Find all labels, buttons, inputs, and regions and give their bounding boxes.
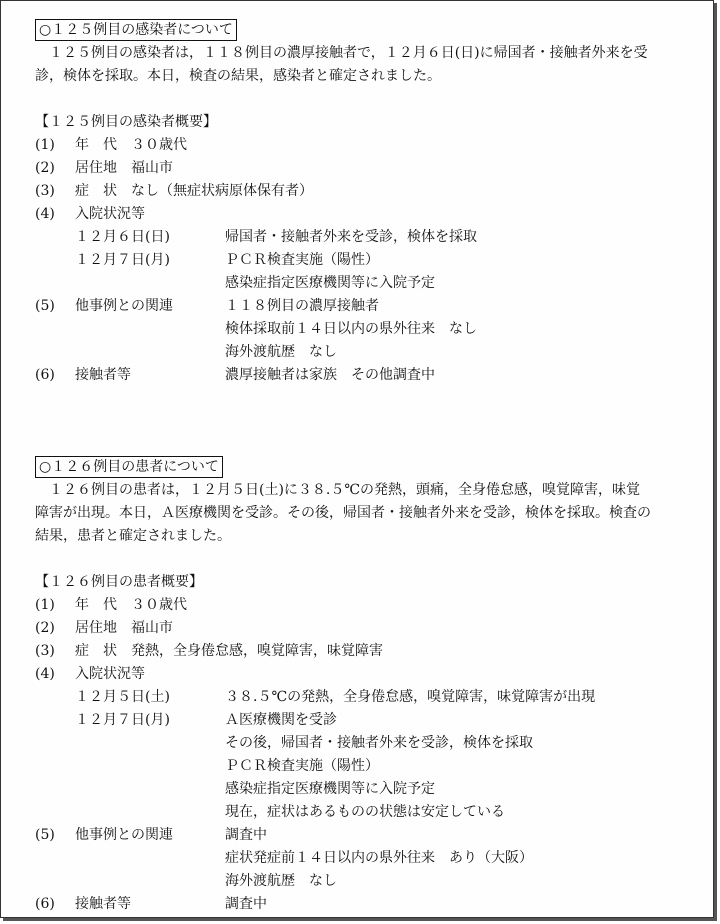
age-value: ３０歳代: [131, 137, 187, 153]
relation-detail: 海外渡航歴 なし: [225, 873, 337, 889]
contacts-value: 濃厚接触者は家族 その他調査中: [225, 367, 435, 383]
hospital-label: 入院状況等: [75, 206, 145, 222]
case-126-residence-row: (2) 居住地 福山市: [35, 617, 697, 640]
document-body: [35, 19, 697, 916]
case-126-symptoms-row: (3) 症 状 発熱，全身倦怠感，嗅覚障害，味覚障害: [35, 640, 697, 663]
case-126-heading: ○１２６例目の患者について: [35, 456, 223, 478]
case-125-hospital-row: (4) 入院状況等: [35, 203, 697, 226]
contacts-value: 調査中: [225, 896, 267, 912]
relation-detail: 症状発症前１４日以内の県外往来 あり（大阪）: [225, 850, 533, 866]
residence-label: 居住地: [75, 620, 117, 636]
residence-value: 福山市: [131, 620, 173, 636]
hospital-timeline-row: 現在，症状はあるものの状態は安定している: [225, 804, 505, 820]
symptoms-value: 発熱，全身倦怠感，嗅覚障害，味覚障害: [131, 643, 383, 659]
hospital-timeline-row: その後，帰国者・接触者外来を受診，検体を採取: [225, 735, 533, 751]
case-125-relation-row: (5) 他事例との関連 １１８例目の濃厚接触者: [35, 295, 697, 318]
hospital-timeline-row: ＰＣＲ検査実施（陽性）: [225, 758, 379, 774]
case-126-hospital-row: (4) 入院状況等: [35, 663, 697, 686]
case-125-summary-title: 【１２５例目の感染者概要】: [35, 114, 217, 130]
case-126-age-row: (1) 年 代 ３０歳代: [35, 594, 697, 617]
case-126-section: [35, 456, 697, 916]
hospital-timeline-row: 感染症指定医療機関等に入院予定: [225, 275, 435, 291]
case-126-intro-line1: １２６例目の患者は，１２月５日(土)に３８.５℃の発熱，頭痛，全身倦怠感，嗅覚障害，味覚: [49, 482, 641, 498]
relation-detail: 海外渡航歴 なし: [225, 344, 337, 360]
relation-label: 他事例との関連: [75, 827, 173, 843]
case-125-age-row: (1) 年 代 ３０歳代: [35, 134, 697, 157]
contacts-label: 接触者等: [75, 367, 131, 383]
hospital-timeline-row: １２月７日(月) ＰＣＲ検査実施（陽性）: [75, 252, 379, 268]
age-value: ３０歳代: [131, 597, 187, 613]
case-126-summary-title: 【１２６例目の患者概要】: [35, 574, 203, 590]
hospital-timeline-row: １２月７日(月) Ａ医療機関を受診: [75, 712, 337, 728]
case-125-section: [35, 19, 697, 387]
residence-value: 福山市: [131, 160, 173, 176]
symptoms-label: 症 状: [75, 183, 117, 199]
hospital-timeline-row: １２月６日(日) 帰国者・接触者外来を受診，検体を採取: [75, 229, 477, 245]
case-125-contacts-row: (6) 接触者等 濃厚接触者は家族 その他調査中: [35, 364, 697, 387]
age-label: 年 代: [75, 597, 117, 613]
case-126-intro-line3: 結果，患者と確定されました。: [35, 528, 231, 544]
case-125-symptoms-row: (3) 症 状 なし（無症状病原体保有者）: [35, 180, 697, 203]
case-125-heading: ○１２５例目の感染者について: [35, 19, 237, 41]
hospital-timeline-row: 感染症指定医療機関等に入院予定: [225, 781, 435, 797]
case-125-intro-line2: 診，検体を採取。本日，検査の結果，感染者と確定されました。: [35, 68, 441, 84]
residence-label: 居住地: [75, 160, 117, 176]
case-125-residence-row: (2) 居住地 福山市: [35, 157, 697, 180]
hospital-label: 入院状況等: [75, 666, 145, 682]
case-126-contacts-row: (6) 接触者等 調査中: [35, 893, 697, 916]
contacts-label: 接触者等: [75, 896, 131, 912]
symptoms-label: 症 状: [75, 643, 117, 659]
symptoms-value: なし（無症状病原体保有者）: [131, 183, 313, 199]
case-126-relation-row: (5) 他事例との関連 調査中: [35, 824, 697, 847]
case-126-intro-line2: 障害が出現。本日，Ａ医療機関を受診。その後，帰国者・接触者外来を受診，検体を採取。検査の: [35, 505, 651, 521]
hospital-timeline-row: １２月５日(土) ３８.５℃の発熱，全身倦怠感，嗅覚障害，味覚障害が出現: [75, 689, 596, 705]
relation-label: 他事例との関連: [75, 298, 173, 314]
age-label: 年 代: [75, 137, 117, 153]
case-125-intro-line1: １２５例目の感染者は，１１８例目の濃厚接触者で，１２月６日(日)に帰国者・接触者外来を受: [49, 45, 648, 61]
relation-detail: 検体採取前１４日以内の県外往来 なし: [225, 321, 477, 337]
